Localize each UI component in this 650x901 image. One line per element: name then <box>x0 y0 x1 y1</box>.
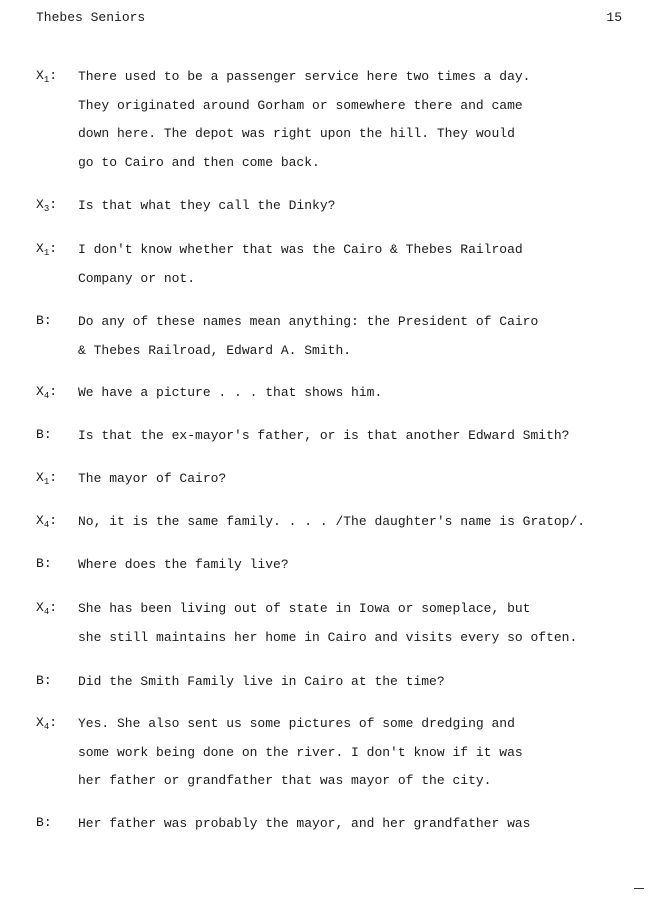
utterance <box>78 673 638 702</box>
speaker-colon: : <box>49 513 58 528</box>
utterance-line: I don't know whether that was the Cairo & Thebes Railroad <box>78 242 523 257</box>
speaker-subscript: 4 <box>43 520 50 530</box>
speaker-colon: : <box>49 715 58 730</box>
speaker-colon: : <box>49 600 58 615</box>
speaker-letter: X <box>36 384 44 399</box>
speaker-label <box>36 600 57 615</box>
speaker-letter: X <box>36 197 44 212</box>
utterance <box>78 197 638 226</box>
speaker-label <box>36 241 57 256</box>
utterance-line: Where does the family live? <box>78 557 289 572</box>
speaker-label <box>36 68 57 83</box>
speaker-label <box>36 513 57 528</box>
utterance-line: The mayor of Cairo? <box>78 471 227 486</box>
speaker-label <box>36 197 57 212</box>
speaker-letter: X <box>36 513 44 528</box>
speaker-colon: : <box>49 470 58 485</box>
utterance-line: Is that the ex-mayor's father, or is that another Edward Smith? <box>78 428 570 443</box>
speaker-label <box>36 815 52 830</box>
utterance-line: Company or not. <box>78 270 196 286</box>
running-header-title: Thebes Seniors <box>36 10 146 25</box>
utterance <box>78 600 638 657</box>
speaker-colon: : <box>49 197 58 212</box>
speaker-colon: : <box>43 556 52 571</box>
utterance <box>78 313 638 370</box>
speaker-colon: : <box>43 815 52 830</box>
speaker-subscript: 1 <box>43 477 50 487</box>
speaker-subscript: 1 <box>43 75 50 85</box>
utterance-line: she still maintains her home in Cairo and visits every so often. <box>78 629 578 645</box>
utterance-line: Do any of these names mean anything: the President of Cairo <box>78 314 539 329</box>
speaker-subscript: 4 <box>43 391 50 401</box>
speaker-label <box>36 427 52 442</box>
utterance <box>78 241 638 298</box>
utterance <box>78 815 638 844</box>
speaker-label <box>36 470 57 485</box>
utterance-line: We have a picture . . . that shows him. <box>78 385 383 400</box>
utterance-line: No, it is the same family. . . . /The daughter's name is Gratop/. <box>78 514 586 529</box>
speaker-letter: B <box>36 427 44 442</box>
utterance-line: go to Cairo and then come back. <box>78 154 320 170</box>
utterance <box>78 513 638 542</box>
utterance-line: There used to be a passenger service here two times a day. <box>78 69 531 84</box>
utterance-line: down here. The depot was right upon the hill. They would <box>78 126 515 141</box>
utterance-line: some work being done on the river. I don't know if it was <box>78 744 523 760</box>
utterance <box>78 715 638 801</box>
utterance-line: Did the Smith Family live in Cairo at the time? <box>78 674 445 689</box>
speaker-subscript: 4 <box>43 607 50 617</box>
speaker-label <box>36 384 57 399</box>
speaker-letter: X <box>36 68 44 83</box>
utterance-line: They originated around Gorham or somewhere there and came <box>78 97 523 113</box>
utterance-line: & Thebes Railroad, Edward A. Smith. <box>78 342 352 358</box>
speaker-letter: X <box>36 241 44 256</box>
speaker-letter: X <box>36 470 44 485</box>
corner-mark <box>634 888 644 889</box>
utterance-line: Yes. She also sent us some pictures of some dredging and <box>78 716 515 731</box>
utterance-line: her father or grandfather that was mayor of the city. <box>78 773 492 788</box>
speaker-colon: : <box>43 673 52 688</box>
speaker-letter: B <box>36 815 44 830</box>
speaker-label <box>36 715 57 730</box>
speaker-colon: : <box>49 384 58 399</box>
speaker-letter: X <box>36 600 44 615</box>
utterance <box>78 384 638 413</box>
utterance <box>78 427 638 456</box>
utterance-line: She has been living out of state in Iowa or someplace, but <box>78 601 531 616</box>
speaker-colon: : <box>43 427 52 442</box>
speaker-letter: B <box>36 556 44 571</box>
speaker-subscript: 1 <box>43 248 50 258</box>
speaker-label <box>36 673 52 688</box>
speaker-label <box>36 556 52 571</box>
utterance <box>78 470 638 499</box>
speaker-letter: B <box>36 673 44 688</box>
utterance <box>78 68 638 182</box>
speaker-letter: X <box>36 715 44 730</box>
utterance-line: Her father was probably the mayor, and her grandfather was <box>78 816 531 831</box>
speaker-subscript: 3 <box>43 204 50 214</box>
speaker-colon: : <box>49 68 58 83</box>
speaker-colon: : <box>43 313 52 328</box>
speaker-subscript: 4 <box>43 722 50 732</box>
page-number: 15 <box>606 10 622 25</box>
utterance <box>78 556 638 585</box>
speaker-colon: : <box>49 241 58 256</box>
utterance-line: Is that what they call the Dinky? <box>78 198 336 213</box>
speaker-letter: B <box>36 313 44 328</box>
speaker-label <box>36 313 52 328</box>
